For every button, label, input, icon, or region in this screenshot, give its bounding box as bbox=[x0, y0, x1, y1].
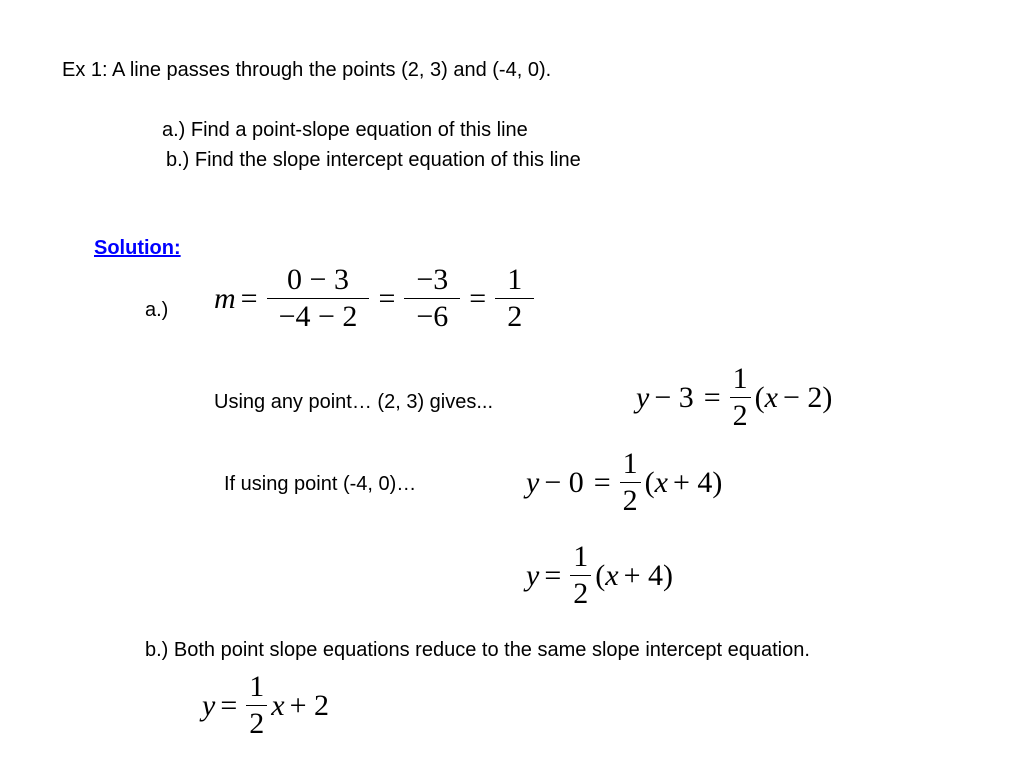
solution-b-text: b.) Both point slope equations reduce to the same slope intercept equation. bbox=[145, 639, 810, 661]
fraction-denominator: 2 bbox=[573, 577, 589, 610]
slope-fraction-1 bbox=[267, 262, 370, 335]
x-var: x bbox=[654, 465, 668, 499]
rhs-rest: + 2 bbox=[289, 688, 329, 722]
fraction-numerator: −3 bbox=[416, 263, 449, 296]
open-paren: ( bbox=[644, 465, 655, 499]
fraction-numerator: 1 bbox=[573, 540, 589, 573]
slope-fraction-2 bbox=[404, 262, 460, 335]
equals-sign: = bbox=[240, 281, 258, 315]
fraction-denominator: 2 bbox=[622, 484, 638, 517]
fraction bbox=[246, 669, 267, 742]
rhs-rest: + 4) bbox=[623, 558, 673, 592]
fraction-denominator: −4 − 2 bbox=[278, 300, 358, 333]
lhs-rest: − 0 bbox=[544, 465, 584, 499]
equals-sign: = bbox=[593, 465, 611, 499]
fraction-numerator: 1 bbox=[732, 362, 748, 395]
x-var: x bbox=[605, 558, 619, 592]
point2-text: If using point (-4, 0)… bbox=[224, 473, 417, 495]
fraction-numerator: 1 bbox=[249, 670, 265, 703]
slope-fraction-3 bbox=[495, 262, 534, 335]
x-var: x bbox=[764, 380, 778, 414]
lhs-rest: − 3 bbox=[654, 380, 694, 414]
lhs-var: y bbox=[202, 688, 216, 722]
open-paren: ( bbox=[595, 558, 606, 592]
point-slope-equation-1 bbox=[636, 361, 837, 434]
fraction-denominator: 2 bbox=[249, 707, 265, 740]
fraction-denominator: −6 bbox=[416, 300, 449, 333]
simplified-equation bbox=[526, 539, 678, 612]
equals-sign: = bbox=[220, 688, 238, 722]
rhs-rest: + 4) bbox=[673, 465, 723, 499]
slope-intercept-equation bbox=[202, 669, 334, 742]
open-paren: ( bbox=[754, 380, 765, 414]
problem-part-b: b.) Find the slope intercept equation of this line bbox=[166, 149, 581, 171]
point1-text: Using any point… (2, 3) gives... bbox=[214, 391, 494, 413]
fraction-denominator: 2 bbox=[732, 399, 748, 432]
fraction bbox=[620, 446, 641, 519]
problem-part-a: a.) Find a point-slope equation of this line bbox=[162, 119, 528, 141]
fraction bbox=[730, 361, 751, 434]
lhs-var: y bbox=[636, 380, 650, 414]
slope-equation bbox=[214, 262, 538, 335]
point-slope-equation-2 bbox=[526, 446, 727, 519]
equals-sign: = bbox=[703, 380, 721, 414]
rhs-rest: − 2) bbox=[783, 380, 833, 414]
equals-sign: = bbox=[544, 558, 562, 592]
problem-title: Ex 1: A line passes through the points (2, 3) and (-4, 0). bbox=[62, 59, 552, 81]
equals-sign: = bbox=[378, 281, 396, 315]
fraction-numerator: 1 bbox=[507, 263, 523, 296]
solution-heading: Solution: bbox=[94, 237, 181, 259]
fraction-numerator: 0 − 3 bbox=[287, 263, 349, 296]
slope-var: m bbox=[214, 281, 236, 315]
solution-a-label: a.) bbox=[145, 299, 169, 321]
lhs-var: y bbox=[526, 465, 540, 499]
fraction-denominator: 2 bbox=[507, 300, 523, 333]
x-var: x bbox=[271, 688, 285, 722]
fraction-numerator: 1 bbox=[622, 447, 638, 480]
equals-sign: = bbox=[469, 281, 487, 315]
fraction bbox=[570, 539, 591, 612]
lhs-var: y bbox=[526, 558, 540, 592]
